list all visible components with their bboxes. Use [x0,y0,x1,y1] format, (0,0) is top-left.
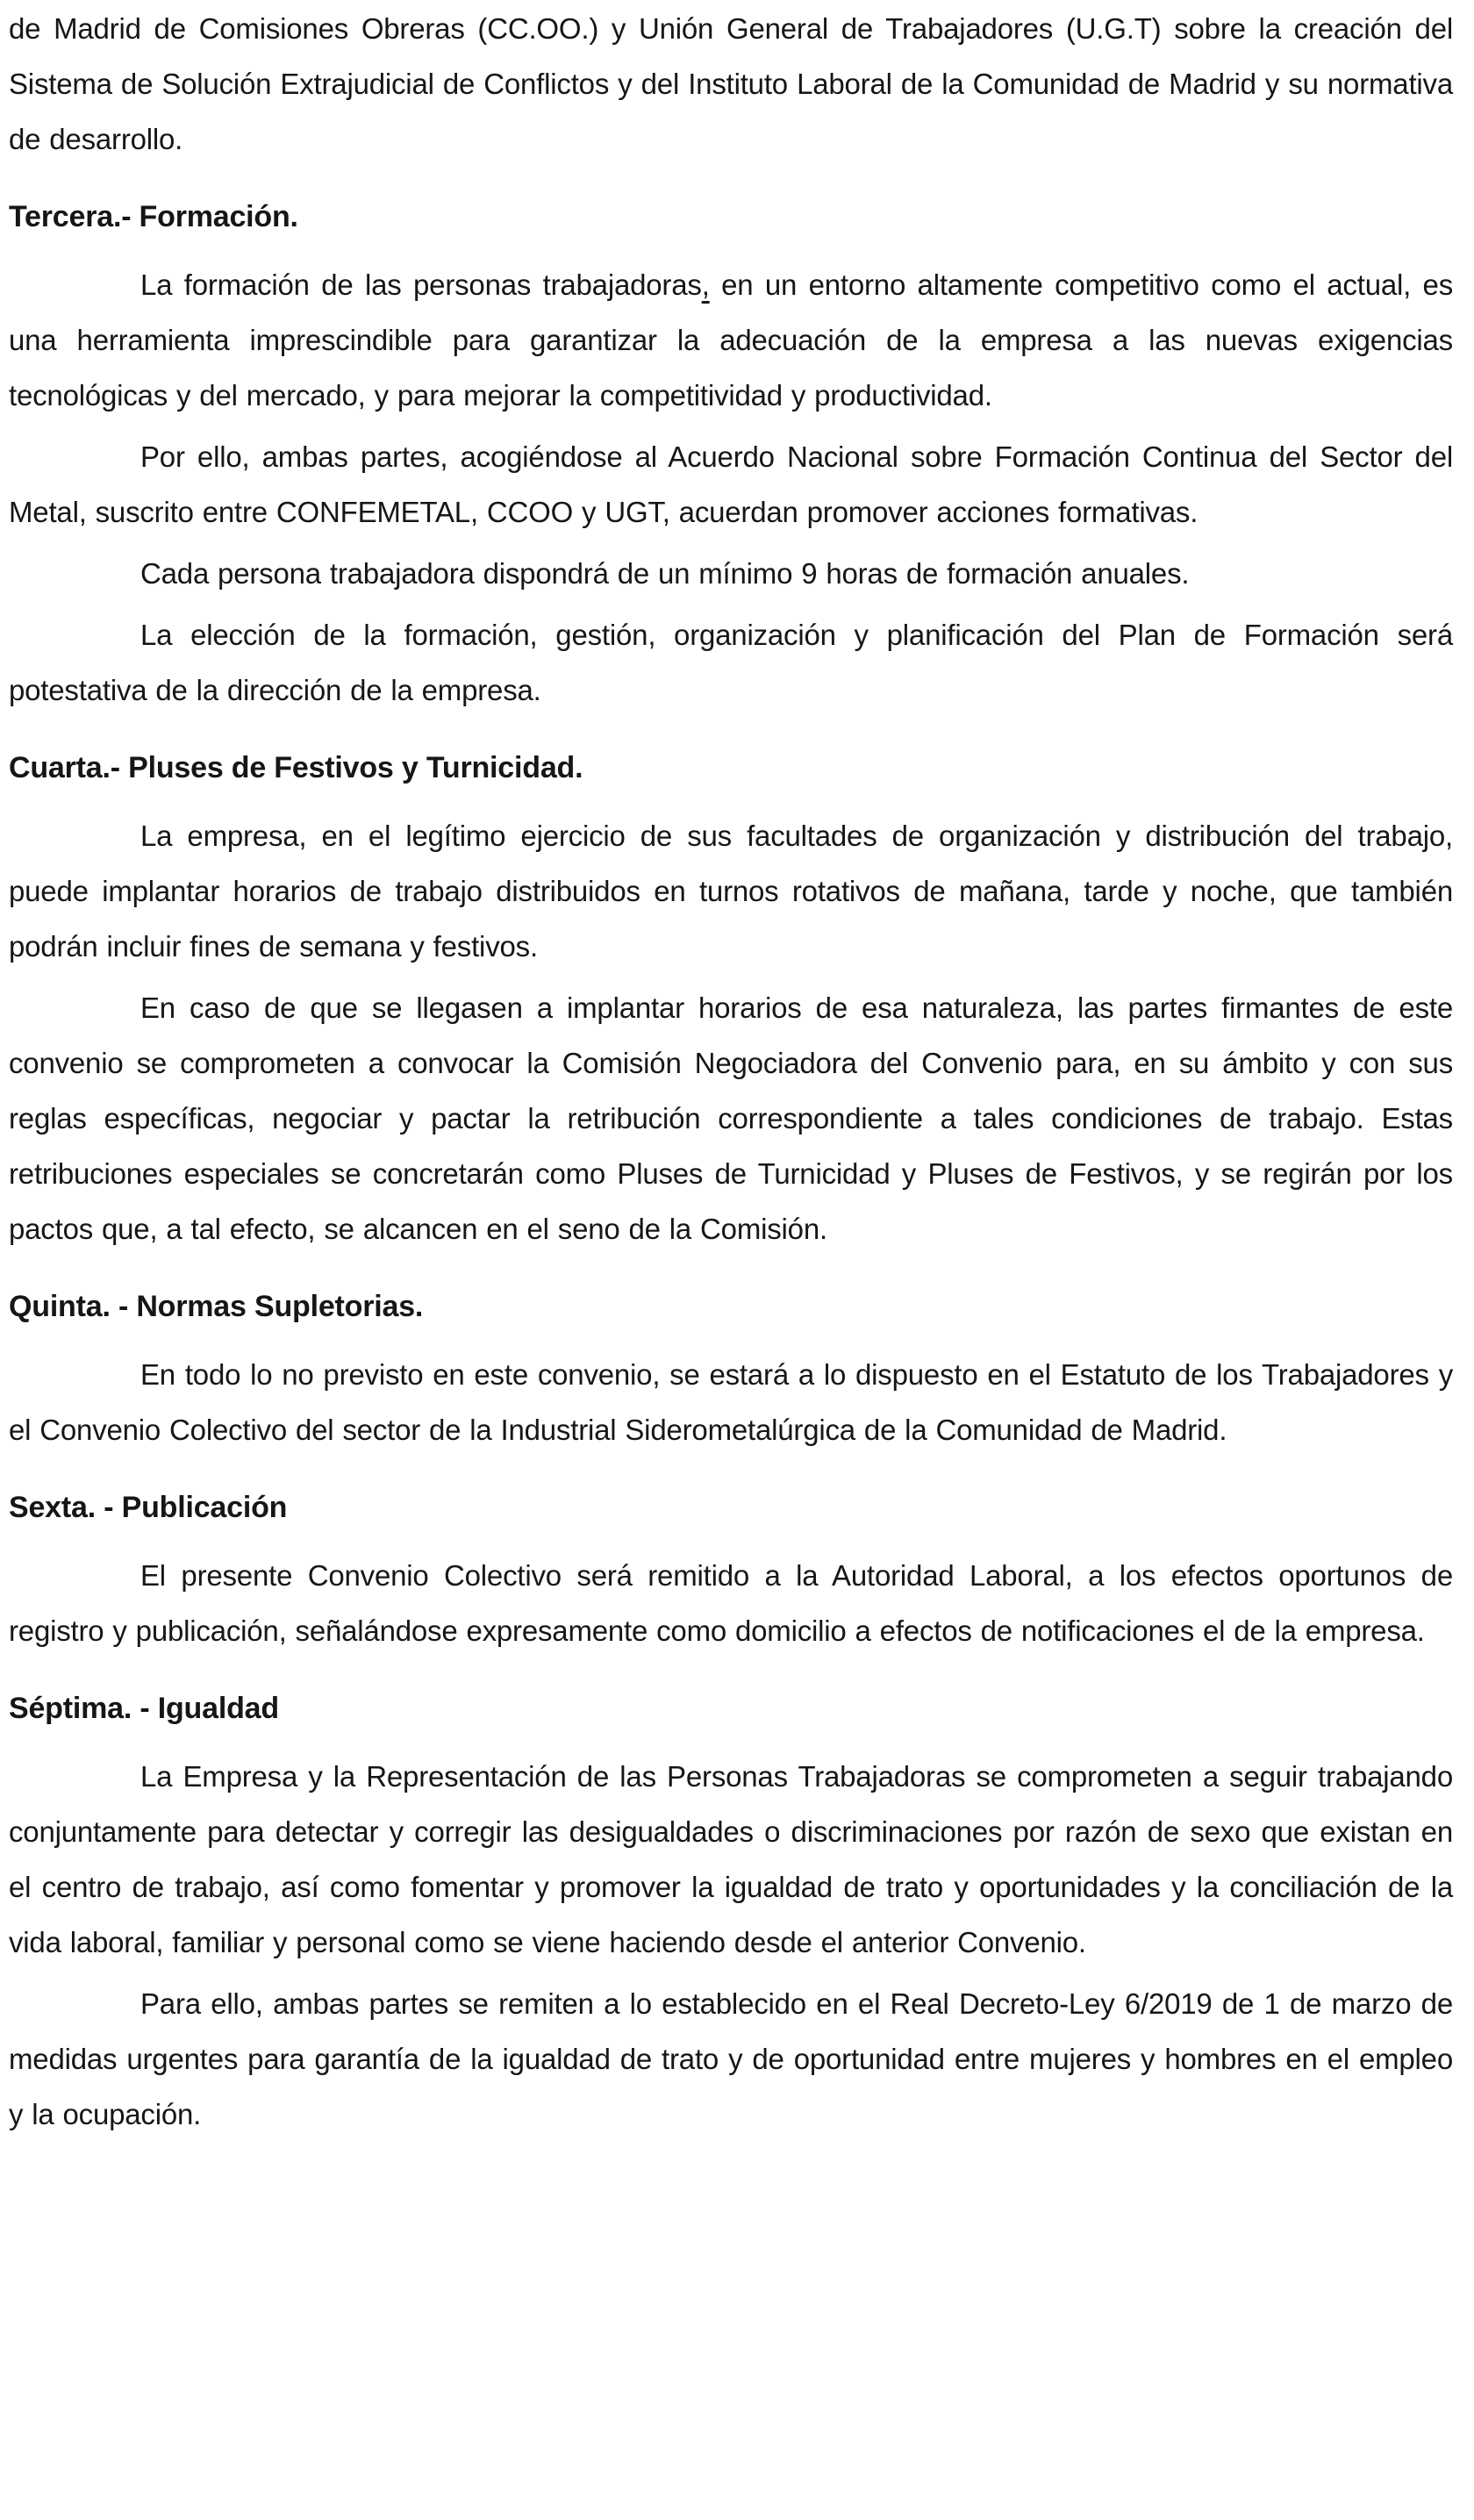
heading-septima-igualdad: Séptima. - Igualdad [9,1692,279,1725]
paragraph-text-pre: La formación de las personas trabajadoras [140,268,702,301]
paragraph-real-decreto-ley: Para ello, ambas partes se remiten a lo establecido en el Real Decreto-Ley 6/2019 de 1 de marzo de medidas urgentes para garantía de la igualdad de trato y de oportunidad entre mujeres y hombres en el empleo y la ocupación. [9,1987,1453,2130]
paragraph-turnos-rotativos: La empresa, en el legítimo ejercicio de sus facultades de organización y distribución del trabajo, puede implantar horarios de trabajo distribuidos en turnos rotativos de mañana, tarde y noche, que también podrán incluir fines de semana y festivos. [9,820,1453,963]
paragraph-text-post: en un entorno altamente competitivo como el actual, es una herramienta imprescindible para garantizar la adecuación de la empresa a las nuevas exigencias tecnológicas y del mercado, y para mejorar la competitividad y productividad. [9,268,1454,412]
heading-tercera-formacion: Tercera.- Formación. [9,200,298,233]
heading-quinta-normas-supletorias: Quinta. - Normas Supletorias. [9,1290,424,1323]
paragraph-comision-negociadora: En caso de que se llegasen a implantar horarios de esa naturaleza, las partes firmantes de este convenio se comprometen a convocar la Comisión Negociadora del Convenio para, en su ámbito y con sus reglas específicas, negociar y pactar la retribución correspondiente a tales condiciones de trabajo. Estas retribuciones especiales se concretarán como Pluses de Turnicidad y Pluses de Festivos, y se regirán por los pactos que, a tal efecto, se alcancen en el seno de la Comisión. [9,992,1453,1245]
paragraph-formacion-personas [9,257,1453,423]
heading-sexta-publicacion: Sexta. - Publicación [9,1491,288,1524]
paragraph-estatuto-trabajadores: En todo lo no previsto en este convenio, se estará a lo dispuesto en el Estatuto de los Trabajadores y el Convenio Colectivo del sector de la Industrial Siderometalúrgica de la Comunidad de Madrid. [9,1358,1453,1446]
heading-cuarta-pluses: Cuarta.- Pluses de Festivos y Turnicidad. [9,751,583,784]
continuation-paragraph: de Madrid de Comisiones Obreras (CC.OO.) y Unión General de Trabajadores (U.G.T) sobre la creación del Sistema de Solución Extrajudicial de Conflictos y del Instituto Laboral de la Comunidad de Madrid y su normativa de desarrollo. [9,12,1453,155]
paragraph-plan-formacion: La elección de la formación, gestión, organización y planificación del Plan de Formación será potestativa de la dirección de la empresa. [9,619,1453,706]
paragraph-horas-formacion: Cada persona trabajadora dispondrá de un mínimo 9 horas de formación anuales. [140,557,1190,590]
paragraph-igualdad-compromiso: La Empresa y la Representación de las Personas Trabajadoras se comprometen a seguir trabajando conjuntamente para detectar y corregir las desigualdades o discriminaciones por razón de sexo que existan en el centro de trabajo, así como fomentar y promover la igualdad de trato y oportunidades y la conciliación de la vida laboral, familiar y personal como se viene haciendo desde el anterior Convenio. [9,1760,1453,1958]
paragraph-autoridad-laboral: El presente Convenio Colectivo será remitido a la Autoridad Laboral, a los efectos oportunos de registro y publicación, señalándose expresamente como domicilio a efectos de notificaciones el de la empresa. [9,1559,1453,1647]
paragraph-acuerdo-nacional: Por ello, ambas partes, acogiéndose al Acuerdo Nacional sobre Formación Continua del Sector del Metal, suscrito entre CONFEMETAL, CCOO y UGT, acuerdan promover acciones formativas. [9,440,1453,528]
underlined-comma-mark: , [701,268,710,301]
